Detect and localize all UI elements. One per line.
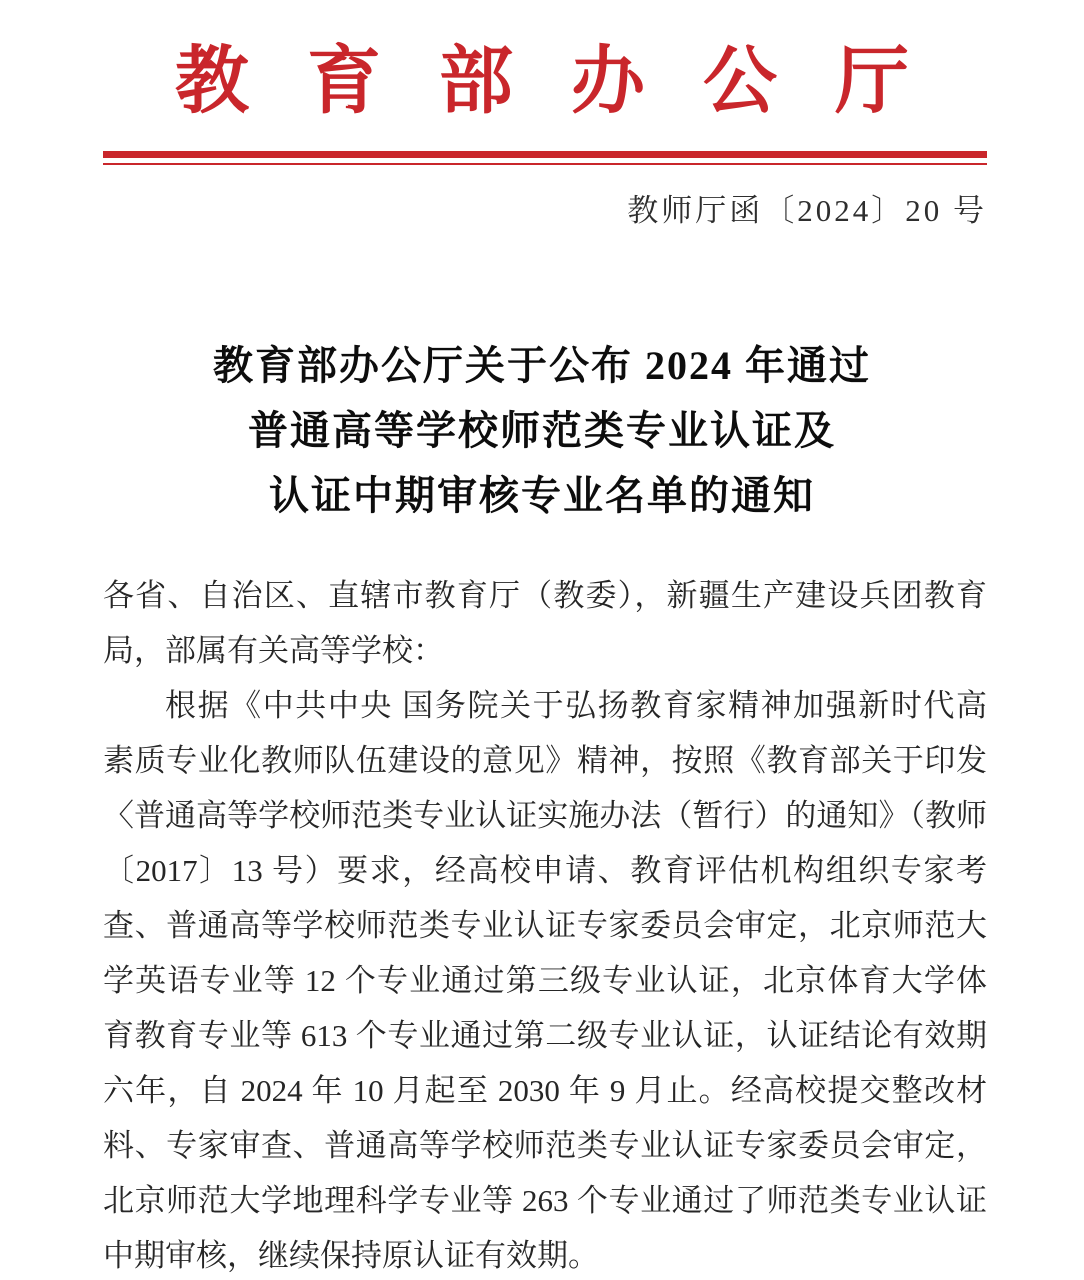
- notice-title-line-1: 教育部办公厅关于公布 2024 年通过: [213, 343, 871, 388]
- body-line: 北京师范大学地理科学专业等 263 个专业通过了师范类专业认证: [103, 1183, 987, 1218]
- body-line: 查、普通高等学校师范类专业认证专家委员会审定，北京师范大: [103, 908, 987, 943]
- red-divider-thick: [103, 151, 987, 158]
- body-line: 素质专业化教师队伍建设的意见》精神，按照《教育部关于印发: [103, 743, 987, 778]
- body-line: 各省、自治区、直辖市教育厅（教委），新疆生产建设兵团教育: [103, 578, 987, 613]
- document-reference-number: 教师厅函〔2024〕20 号: [627, 193, 987, 228]
- body-line: 〈普通高等学校师范类专业认证实施办法（暂行）的通知》（教师: [103, 798, 987, 833]
- notice-body: [103, 568, 987, 1280]
- body-line: 学英语专业等 12 个专业通过第三级专业认证，北京体育大学体: [103, 963, 987, 998]
- body-line: 根据《中共中央 国务院关于弘扬教育家精神加强新时代高: [165, 688, 987, 723]
- body-line: 局，部属有关高等学校：: [103, 633, 444, 668]
- body-line: 料、专家审查、普通高等学校师范类专业认证专家委员会审定，: [103, 1128, 987, 1163]
- body-line: 六年，自 2024 年 10 月起至 2030 年 9 月止。经高校提交整改材: [103, 1073, 987, 1108]
- agency-letterhead: 教育部办公厅: [175, 41, 967, 123]
- notice-title-line-2: 普通高等学校师范类专业认证及: [248, 408, 836, 453]
- red-divider-thin: [103, 163, 987, 165]
- notice-title-line-3: 认证中期审核专业名单的通知: [269, 473, 815, 518]
- body-line: 育教育专业等 613 个专业通过第二级专业认证，认证结论有效期: [103, 1018, 987, 1053]
- body-line: 〔2017〕13 号）要求，经高校申请、教育评估机构组织专家考: [103, 853, 987, 888]
- notice-title: [0, 333, 1084, 528]
- body-line: 中期审核，继续保持原认证有效期。: [103, 1238, 599, 1273]
